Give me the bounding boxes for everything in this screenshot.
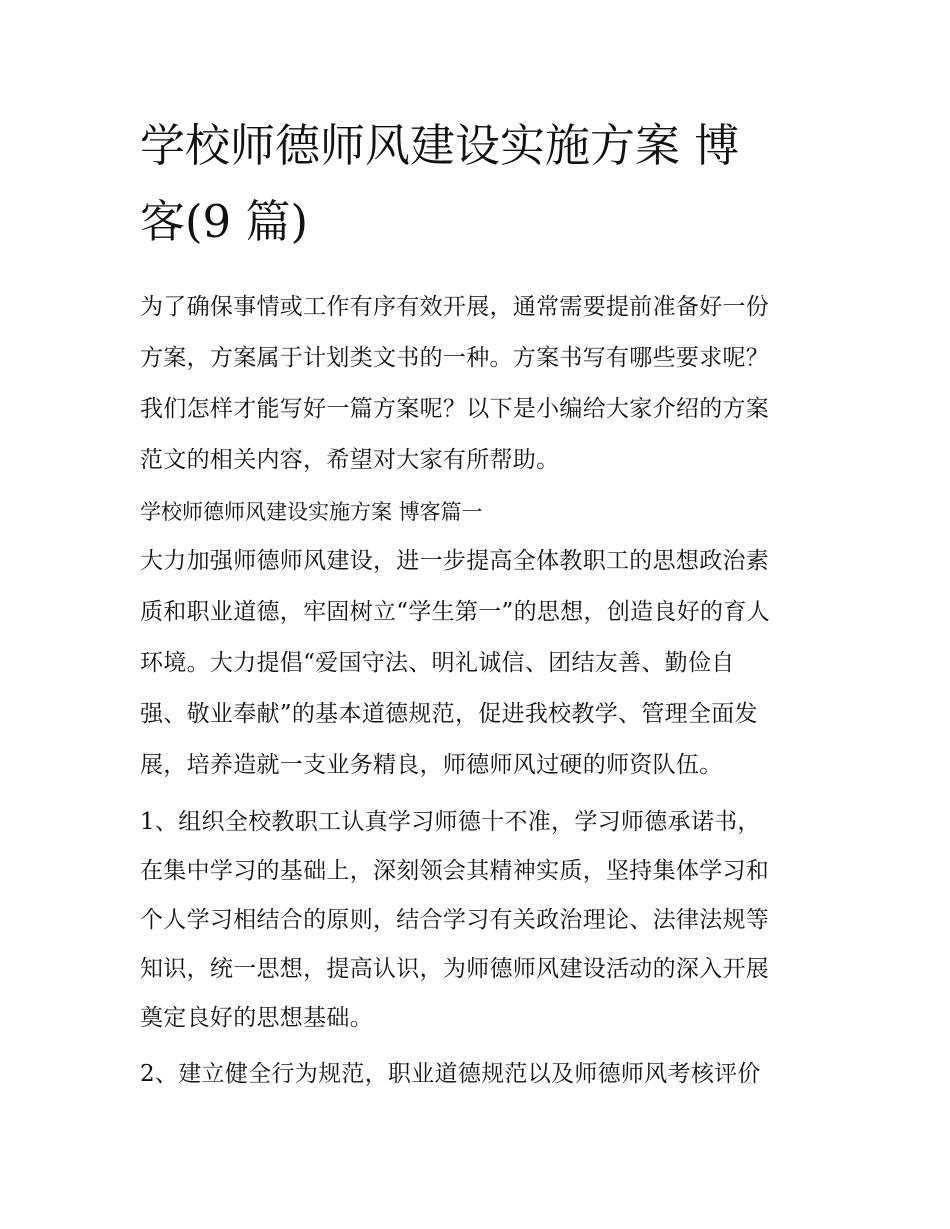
- intro-paragraph: [140, 282, 820, 486]
- list-item-line: 2、建立健全行为规范，职业道德规范以及师德师风考核评价: [140, 1061, 761, 1087]
- intro-line: 范文的相关内容，希望对大家有所帮助。: [140, 447, 560, 473]
- document-body: [140, 108, 820, 1099]
- paragraph-line: 展，培养造就一支业务精良，师德师风过硬的师资队伍。: [140, 752, 723, 778]
- document-title: [140, 108, 820, 260]
- body-paragraph: [140, 536, 820, 791]
- paragraph-line: 强、敬业奉献”的基本道德规范，促进我校教学、管理全面发: [140, 701, 758, 727]
- paragraph-line: 环境。大力提倡“爱国守法、明礼诚信、团结友善、勤俭自: [140, 650, 735, 676]
- title-line: 客(9 篇): [140, 195, 309, 248]
- intro-line: 我们怎样才能写好一篇方案呢？以下是小编给大家介绍的方案: [140, 396, 770, 422]
- intro-line: 为了确保事情或工作有序有效开展，通常需要提前准备好一份: [140, 294, 770, 320]
- list-item-line: 1、组织全校教职工认真学习师德十不准，学习师德承诺书，: [140, 809, 761, 835]
- list-item-line: 知识，统一思想，提高认识，为师德师风建设活动的深入开展: [140, 956, 770, 982]
- title-line: 学校师德师风建设实施方案 博: [140, 119, 740, 172]
- paragraph-line: 大力加强师德师风建设，进一步提高全体教职工的思想政治素: [140, 548, 770, 574]
- list-item-line: 在集中学习的基础上，深刻领会其精神实质，坚持集体学习和: [140, 858, 770, 884]
- list-item-line: 个人学习相结合的原则，结合学习有关政治理论、法律法规等: [140, 907, 770, 933]
- list-item-1: [140, 798, 820, 1043]
- list-item-2: [140, 1050, 820, 1099]
- list-item-line: 奠定良好的思想基础。: [140, 1005, 373, 1031]
- paragraph-line: 质和职业道德，牢固树立“学生第一”的思想，创造良好的育人: [140, 599, 770, 625]
- section-heading: 学校师德师风建设实施方案 博客篇一: [140, 500, 483, 524]
- intro-line: 方案，方案属于计划类文书的一种。方案书写有哪些要求呢？: [140, 345, 770, 371]
